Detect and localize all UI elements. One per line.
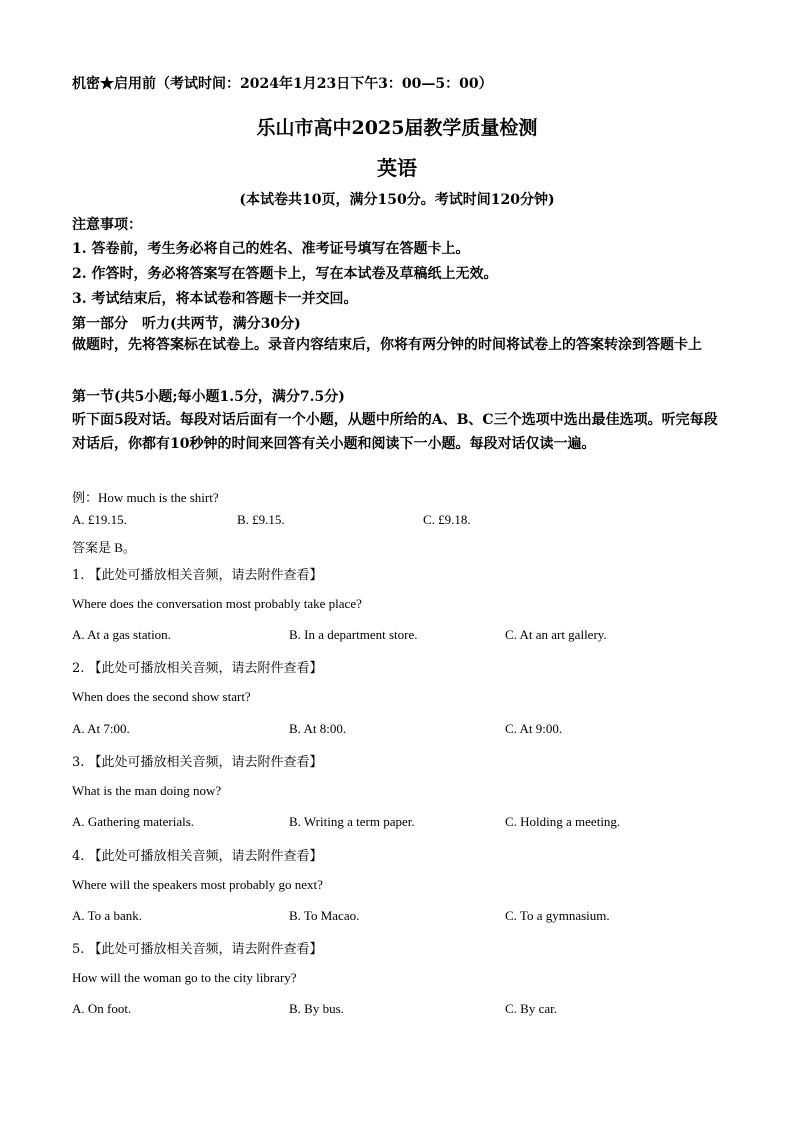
- question-2-header: [72, 657, 323, 676]
- question-1-option-c: C. At an art gallery.: [505, 627, 607, 642]
- exam-info: (本试卷共10页，满分150分。考试时间120分钟): [239, 192, 555, 208]
- question-5-header: [72, 938, 323, 957]
- question-3-option-b: B. Writing a term paper.: [289, 814, 415, 829]
- question-number: 3.: [72, 755, 85, 770]
- confidential-header: 机密★启用前（考试时间：2024年1月23日下午3：00—5：00）: [72, 76, 493, 92]
- question-number: 1.: [72, 568, 85, 583]
- question-number: 4.: [72, 849, 85, 864]
- question-5-option-b: B. By bus.: [289, 1001, 344, 1016]
- question-number: 2.: [72, 661, 85, 676]
- question-4-text: Where will the speakers most probably go next?: [72, 877, 323, 892]
- section1-instruction: 听下面5段对话。每段对话后面有一个小题，从题中所给的A、B、C三个选项中选出最佳选项。听完每段对话后，你都有10秒钟的时间来回答有关小题和阅读下一小题。每段对话仅读一遍。: [72, 412, 718, 452]
- notice-item: 2. 作答时，务必将答案写在答题卡上，写在本试卷及草稿纸上无效。: [72, 266, 498, 282]
- question-3-option-c: C. Holding a meeting.: [505, 814, 621, 829]
- question-4-option-b: B. To Macao.: [289, 908, 360, 923]
- notice-item: 1. 答卷前，考生务必将自己的姓名、准考证号填写在答题卡上。: [72, 241, 470, 257]
- example-option-b: B. £9.15.: [237, 512, 285, 527]
- question-1-option-b: B. In a department store.: [289, 627, 418, 642]
- audio-link[interactable]: 【此处可播放相关音频，请去附件查看】: [88, 849, 323, 864]
- question-3-header: [72, 751, 323, 770]
- question-4-option-c: C. To a gymnasium.: [505, 908, 610, 923]
- question-1-text: Where does the conversation most probably take place?: [72, 596, 362, 611]
- question-5-option-a: A. On foot.: [72, 1001, 132, 1016]
- audio-link[interactable]: 【此处可播放相关音频，请去附件查看】: [88, 661, 323, 676]
- audio-link[interactable]: 【此处可播放相关音频，请去附件查看】: [88, 942, 323, 957]
- question-1-option-a: A. At a gas station.: [72, 627, 171, 642]
- question-2-text: When does the second show start?: [72, 689, 251, 704]
- question-3-option-a: A. Gathering materials.: [72, 814, 195, 829]
- question-3-text: What is the man doing now?: [72, 783, 222, 798]
- notice-heading: 注意事项：: [72, 217, 142, 233]
- question-5-option-c: C. By car.: [505, 1001, 557, 1016]
- audio-link[interactable]: 【此处可播放相关音频，请去附件查看】: [88, 568, 323, 583]
- part1-heading: 第一部分 听力(共两节，满分30分): [72, 316, 301, 332]
- example-answer: 答案是 B。: [72, 540, 136, 555]
- question-2-option-c: C. At 9:00.: [505, 721, 563, 736]
- notice-item: 3. 考试结束后，将本试卷和答题卡一并交回。: [72, 291, 358, 307]
- question-2-option-b: B. At 8:00.: [289, 721, 347, 736]
- example-question: 例：How much is the shirt?: [72, 490, 219, 505]
- question-number: 5.: [72, 942, 85, 957]
- question-4-option-a: A. To a bank.: [72, 908, 142, 923]
- example-option-c: C. £9.18.: [423, 512, 471, 527]
- question-5-text: How will the woman go to the city library?: [72, 970, 297, 985]
- audio-link[interactable]: 【此处可播放相关音频，请去附件查看】: [88, 755, 323, 770]
- question-2-option-a: A. At 7:00.: [72, 721, 130, 736]
- subject-title: 英语: [377, 156, 417, 180]
- question-1-header: [72, 564, 323, 583]
- exam-title: 乐山市高中2025届教学质量检测: [256, 117, 538, 139]
- question-4-header: [72, 845, 323, 864]
- part1-instruction: 做题时，先将答案标在试卷上。录音内容结束后，你将有两分钟的时间将试卷上的答案转涂到答题卡上: [72, 337, 702, 353]
- section1-heading: 第一节(共5小题;每小题1.5分，满分7.5分): [72, 389, 345, 405]
- example-option-a: A. £19.15.: [72, 512, 127, 527]
